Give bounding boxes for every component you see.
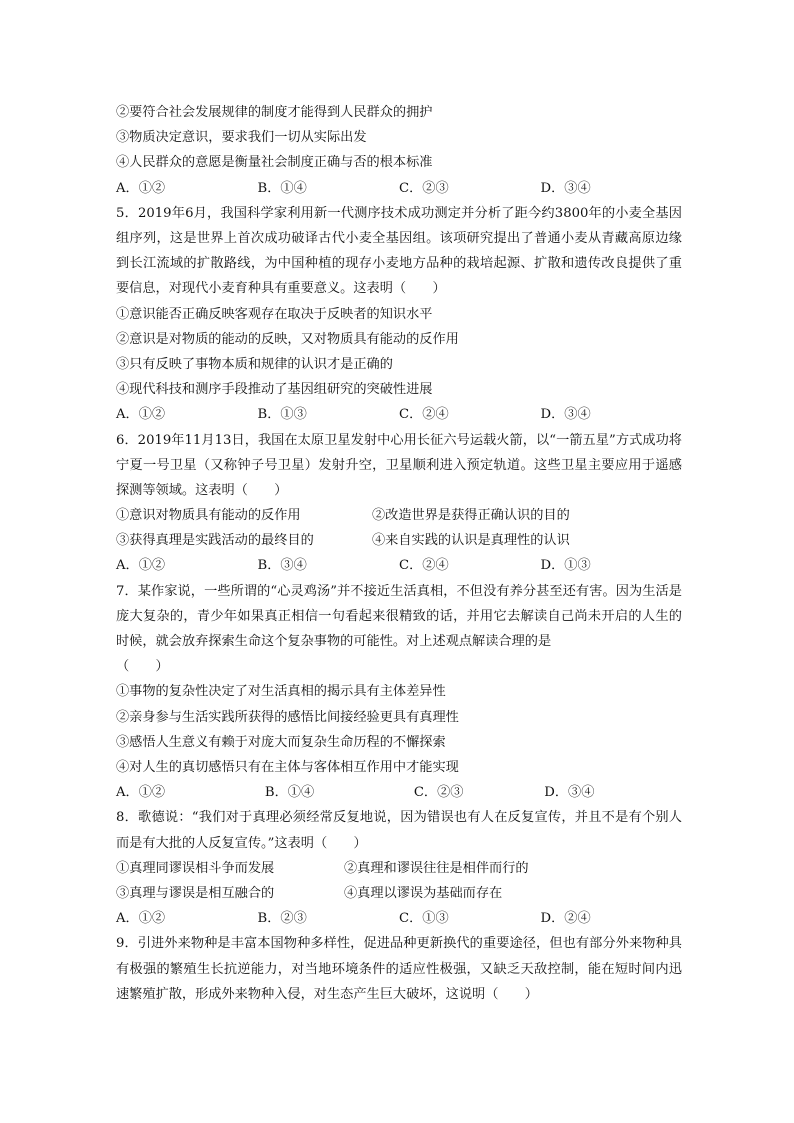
option-a[interactable]: A．①② bbox=[116, 407, 166, 423]
statements-row bbox=[116, 528, 682, 553]
question-7 bbox=[116, 579, 682, 806]
statement: ④现代科技和测序手段推动了基因组研究的突破性进展 bbox=[116, 382, 433, 398]
statement: ①事物的复杂性决定了对生活真相的揭示具有主体差异性 bbox=[116, 684, 446, 700]
statement: ③只有反映了事物本质和规律的认识才是正确的 bbox=[116, 356, 393, 372]
statement: ④人民群众的意愿是衡量社会制度正确与否的根本标准 bbox=[116, 155, 433, 171]
statement: ③物质决定意识，要求我们一切从实际出发 bbox=[116, 130, 367, 146]
options-row bbox=[116, 780, 682, 805]
question-6 bbox=[116, 428, 682, 579]
statement: ②要符合社会发展规律的制度才能得到人民群众的拥护 bbox=[116, 105, 433, 120]
option-d[interactable]: D．③④ bbox=[540, 407, 591, 423]
statement: ②亲身参与生活实践所获得的感悟比间接经验更具有真理性 bbox=[116, 709, 459, 725]
question-stem: 7．某作家说，一些所谓的“心灵鸡汤”并不接近生活真相，不但没有养分甚至还有害。因为生活是庞大复杂的，青少年如果真正相信一句看起来很精致的话，并用它去解读自己尚未开启的人生的时候，就会放弃探索生命这个复杂事物的可能性。对上述观点解读合理的是 bbox=[116, 583, 682, 650]
option-d[interactable]: D．①③ bbox=[540, 558, 591, 574]
option-a[interactable]: A．①② bbox=[116, 558, 166, 574]
statement: ④对人生的真切感悟只有在主体与客体相互作用中才能实现 bbox=[116, 760, 459, 776]
option-d[interactable]: D．③④ bbox=[544, 785, 595, 801]
statement: ②意识是对物质的能动的反映，又对物质具有能动的反作用 bbox=[116, 331, 459, 347]
statement: ③感悟人生意义有赖于对庞大而复杂生命历程的不懈探索 bbox=[116, 734, 446, 750]
option-c[interactable]: C．②④ bbox=[399, 558, 449, 574]
question-8 bbox=[116, 805, 682, 931]
options-row bbox=[116, 402, 682, 427]
statement: ①意识对物质具有能动的反作用 bbox=[116, 508, 301, 524]
statement: ④真理以谬误为基础而存在 bbox=[344, 886, 503, 901]
option-d[interactable]: D．③④ bbox=[540, 180, 591, 196]
option-b[interactable]: B．①③ bbox=[257, 407, 307, 423]
options-row bbox=[116, 553, 682, 578]
statement: ④来自实践的认识是真理性的认识 bbox=[372, 533, 570, 549]
answer-paren: （ ） bbox=[116, 659, 169, 675]
statement: ①真理同谬误相斗争而发展 bbox=[116, 860, 275, 876]
question-stem: 9．引进外来物种是丰富本国物种多样性，促进品种更新换代的重要途径，但也有部分外来物种具有极强的繁殖生长抗逆能力，对当地环境条件的适应性极强，又缺乏天敌控制，能在短时间内迅速繁殖扩散，形成外来物种入侵，对生态产生巨大破坏，这说明（ ） bbox=[116, 936, 682, 1002]
question-stem: 8．歌德说：“我们对于真理必须经常反复地说，因为错误也有人在反复宣传，并且不是有个别人而是有大批的人反复宣传。”这表明（ ） bbox=[116, 810, 682, 851]
option-b[interactable]: B．①④ bbox=[257, 180, 307, 196]
option-d[interactable]: D．②④ bbox=[540, 911, 591, 927]
question-4-tail bbox=[116, 100, 682, 201]
option-c[interactable]: C．①③ bbox=[399, 911, 449, 927]
option-b[interactable]: B．②③ bbox=[257, 911, 307, 927]
statements-row bbox=[116, 856, 682, 881]
question-stem: 6．2019年11月13日，我国在太原卫星发射中心用长征六号运载火箭，以“一箭五星”方式成功将宁夏一号卫星（又称钟子号卫星）发射升空，卫星顺利进入预定轨道。这些卫星主要应用于遥感探测等领域。这表明（ ） bbox=[116, 432, 682, 498]
statement: ②改造世界是获得正确认识的目的 bbox=[372, 508, 570, 524]
option-a[interactable]: A．①② bbox=[116, 911, 166, 927]
option-a[interactable]: A．①② bbox=[116, 785, 166, 801]
options-row bbox=[116, 906, 682, 931]
option-b[interactable]: B．①④ bbox=[264, 785, 315, 801]
statement: ②真理和谬误往往是相伴而行的 bbox=[344, 860, 529, 876]
statement: ①意识能否正确反映客观存在取决于反映者的知识水平 bbox=[116, 306, 433, 322]
statement: ③获得真理是实践活动的最终目的 bbox=[116, 533, 314, 549]
question-5 bbox=[116, 201, 682, 428]
option-a[interactable]: A．①② bbox=[116, 180, 166, 196]
statement: ③真理与谬误是相互融合的 bbox=[116, 886, 275, 901]
question-stem: 5．2019年6月，我国科学家利用新一代测序技术成功测定并分析了距今约3800年的小麦全基因组序列，这是世界上首次成功破译古代小麦全基因组。该项研究提出了普通小麦从青藏高原边缘到长江流域的扩散路线，为中国种植的现存小麦地方品种的栽培起源、扩散和遗传改良提供了重要信息，对现代小麦育种具有重要意义。这表明（ ） bbox=[116, 205, 682, 297]
option-b[interactable]: B．③④ bbox=[257, 558, 307, 574]
question-9 bbox=[116, 931, 682, 1007]
option-c[interactable]: C．②③ bbox=[413, 785, 464, 801]
option-c[interactable]: C．②④ bbox=[399, 407, 449, 423]
page-content bbox=[116, 100, 682, 1007]
statements-row bbox=[116, 503, 682, 528]
options-row bbox=[116, 176, 682, 201]
option-c[interactable]: C．②③ bbox=[399, 180, 449, 196]
statements-row bbox=[116, 881, 682, 906]
